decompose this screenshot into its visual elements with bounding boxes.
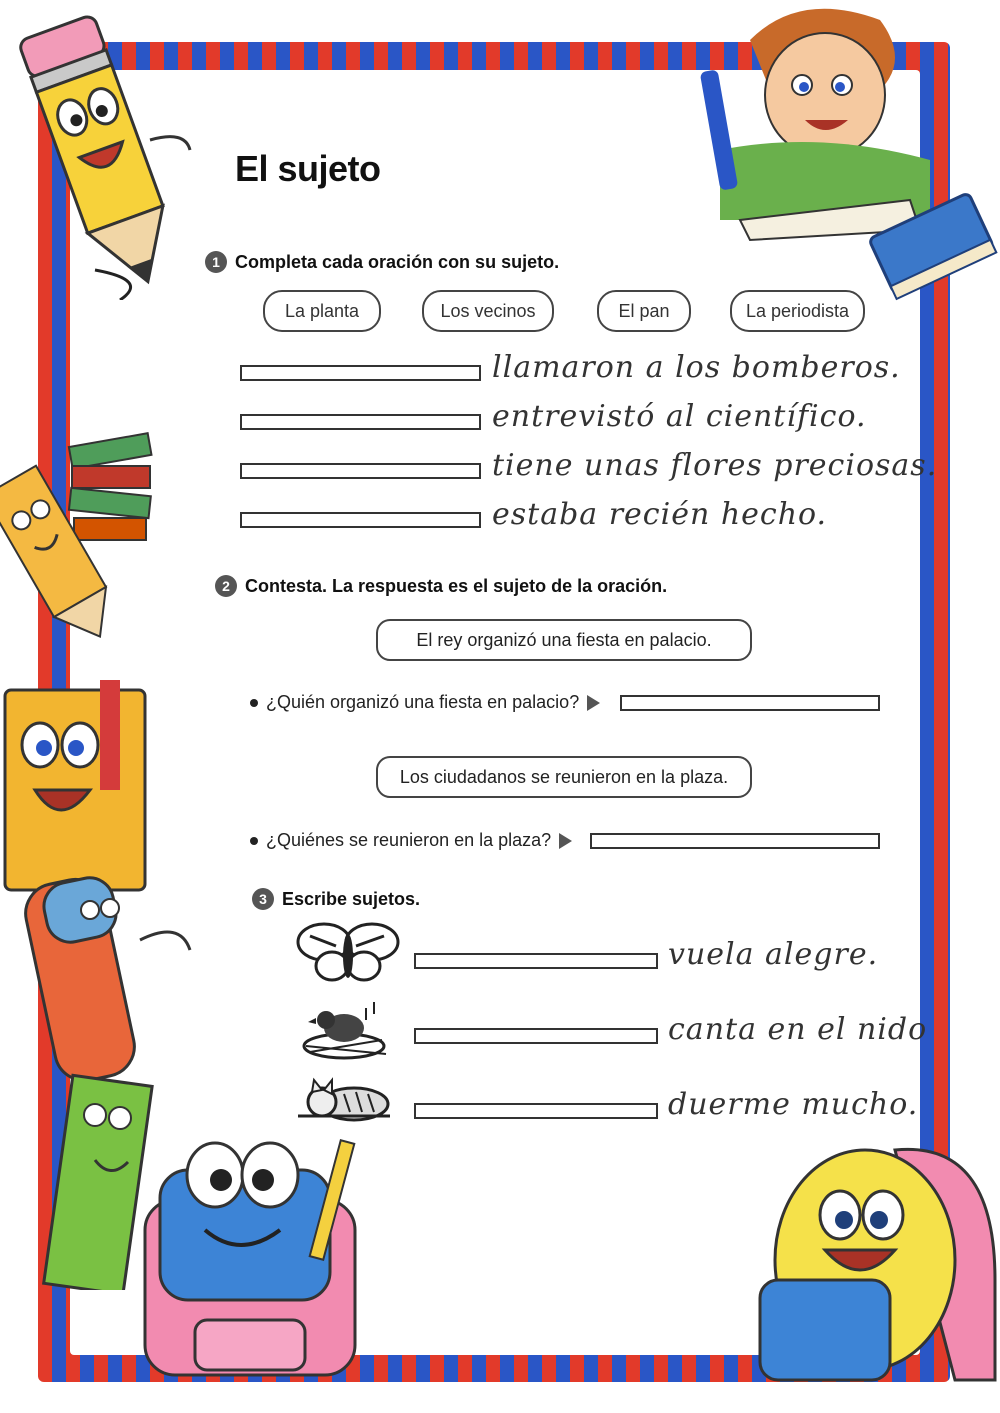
- question-text: ¿Quién organizó una fiesta en palacio?: [266, 692, 580, 712]
- cat-icon: [294, 1074, 394, 1124]
- bird-nest-icon: [296, 1000, 396, 1064]
- option-pill[interactable]: El pan: [597, 290, 691, 332]
- answer-field[interactable]: [590, 833, 880, 849]
- option-pill[interactable]: La planta: [263, 290, 381, 332]
- exercise-2-heading: [215, 575, 667, 597]
- arrow-right-icon: [587, 695, 600, 711]
- exercise-2-instruction: Contesta. La respuesta es el sujeto de la oración.: [245, 575, 668, 596]
- answer-field[interactable]: [240, 512, 481, 528]
- exercise-3-instruction: Escribe sujetos.: [282, 888, 421, 909]
- answer-field[interactable]: [240, 414, 481, 430]
- exercise-1-number: 1: [205, 251, 227, 273]
- answer-field[interactable]: [240, 365, 481, 381]
- question-row: [250, 830, 572, 851]
- sentence-predicate: llamaron a los bomberos.: [492, 350, 901, 385]
- sentence-predicate: estaba recién hecho.: [492, 497, 828, 532]
- pencil-character-icon: [0, 0, 200, 300]
- butterfly-icon: [296, 920, 400, 986]
- sentence-predicate: canta en el nido: [668, 1012, 928, 1047]
- exercise-2-number: 2: [215, 575, 237, 597]
- exercise-3-number: 3: [252, 888, 274, 910]
- example-sentence: El rey organizó una fiesta en palacio.: [376, 619, 752, 661]
- answer-field[interactable]: [414, 1028, 658, 1044]
- example-sentence: Los ciudadanos se reunieron en la plaza.: [376, 756, 752, 798]
- bullet-icon: [250, 837, 258, 845]
- boy-writing-icon: [680, 0, 1000, 310]
- exercise-1-heading: [205, 251, 559, 273]
- answer-field[interactable]: [620, 695, 880, 711]
- books-pencil-character-icon: [0, 430, 160, 650]
- blue-backpack-character-icon: [135, 1130, 365, 1380]
- question-row: [250, 692, 600, 713]
- sentence-predicate: entrevistó al científico.: [492, 399, 867, 434]
- sentence-predicate: tiene unas flores preciosas.: [492, 448, 938, 483]
- yellow-backpack-character-icon: [755, 1140, 1000, 1390]
- page-title: El sujeto: [235, 148, 381, 189]
- sentence-predicate: vuela alegre.: [668, 937, 879, 972]
- option-pill[interactable]: Los vecinos: [422, 290, 554, 332]
- answer-field[interactable]: [414, 1103, 658, 1119]
- exercise-3-heading: [252, 888, 420, 910]
- answer-field[interactable]: [240, 463, 481, 479]
- option-pill[interactable]: La periodista: [730, 290, 865, 332]
- question-text: ¿Quiénes se reunieron en la plaza?: [266, 830, 552, 850]
- arrow-right-icon: [559, 833, 572, 849]
- answer-field[interactable]: [414, 953, 658, 969]
- sentence-predicate: duerme mucho.: [668, 1087, 919, 1122]
- bullet-icon: [250, 699, 258, 707]
- exercise-1-instruction: Completa cada oración con su sujeto.: [235, 251, 560, 272]
